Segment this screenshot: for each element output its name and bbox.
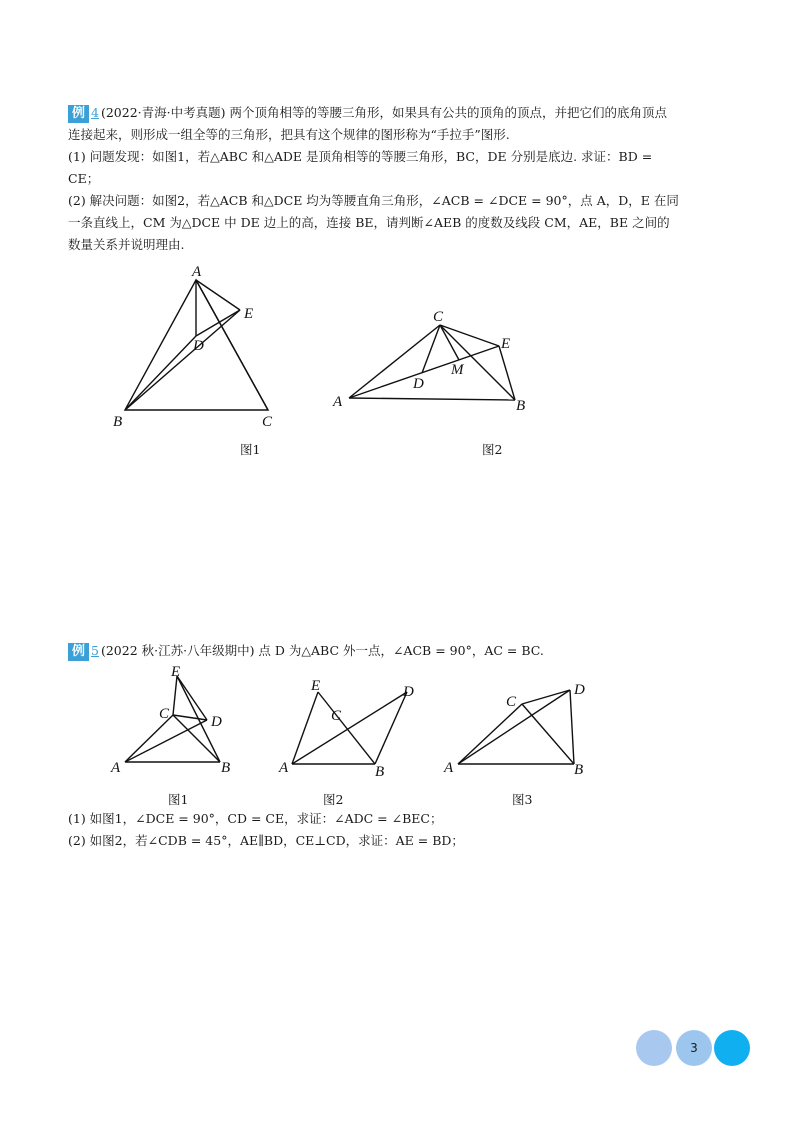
segment-ab — [349, 398, 515, 400]
ex5-line-1 — [68, 640, 730, 662]
label-e: E — [171, 664, 181, 680]
example-5-text — [68, 640, 730, 662]
ex5-question-2: (2) 如图2，若∠CDB = 45°，AE∥BD，CE⊥CD，求证：AE = BD； — [68, 833, 464, 848]
label-d: D — [574, 682, 585, 698]
segment-eb — [318, 692, 375, 764]
segment-ade — [349, 346, 499, 398]
label-c: C — [331, 708, 342, 724]
page-circle-right — [714, 1030, 750, 1066]
label-e: E — [244, 306, 254, 322]
segment-ad — [125, 720, 207, 762]
label-e: E — [501, 336, 511, 352]
ex5-question-1: (1) 如图1，∠DCE = 90°，CD = CE，求证：∠ADC = ∠BEC； — [68, 811, 443, 826]
ex5-text-1: (2022 秋·江苏·八年级期中) 点 D 为△ABC 外一点，∠ACB = 90°，AC = BC. — [100, 643, 544, 658]
ex5-fig1-caption: 图1 — [168, 792, 189, 807]
label-a: A — [192, 264, 202, 280]
label-d: D — [193, 338, 204, 354]
ex5-fig2-caption: 图2 — [323, 792, 344, 807]
label-b: B — [574, 762, 584, 778]
example-number: 4 — [91, 105, 99, 120]
label-b: B — [516, 398, 526, 414]
ex4-figure-1 — [100, 260, 300, 435]
segment-ae — [196, 280, 240, 310]
segment-ac — [196, 280, 268, 410]
segment-de — [196, 310, 240, 336]
ex4-line-4: CE； — [68, 171, 100, 186]
example-number: 5 — [91, 643, 99, 658]
segment-ac — [125, 715, 173, 762]
segment-db — [570, 690, 574, 764]
label-b: B — [113, 414, 123, 430]
ex4-text-1: (2022·青海·中考真题) 两个顶角相等的等腰三角形，如果具有公共的顶角的顶点，并把它们的底角顶点 — [100, 105, 667, 120]
ex5-fig3-caption: 图3 — [512, 792, 533, 807]
segment-ce — [440, 325, 499, 346]
ex4-line-7: 数量关系并说明理由. — [68, 237, 185, 252]
label-a: A — [333, 394, 343, 410]
example-tag: 例 — [68, 643, 89, 661]
ex5-figure-2 — [275, 672, 425, 782]
ex4-fig2-caption: 图2 — [482, 442, 503, 457]
ex4-line-6: 一条直线上，CM 为△DCE 中 DE 边上的高，连接 BE，请判断∠AEB 的度数及线段 CM，AE，BE 之间的 — [68, 215, 670, 230]
label-e: E — [311, 678, 321, 694]
segment-ae — [292, 692, 318, 764]
ex5-figure-3 — [440, 676, 600, 782]
segment-cd — [522, 690, 570, 704]
label-d: D — [403, 684, 414, 700]
label-d: D — [211, 714, 222, 730]
ex4-fig1-caption: 图1 — [240, 442, 261, 457]
segment-ad — [292, 692, 407, 764]
segment-cb — [522, 704, 574, 764]
ex4-line-1 — [68, 102, 730, 124]
segment-be — [125, 310, 240, 410]
ex5-questions — [68, 808, 730, 852]
segment-ce — [173, 676, 177, 715]
segment-ed — [177, 676, 207, 720]
label-c: C — [159, 706, 170, 722]
ex4-line-3: (1) 问题发现：如图1，若△ABC 和△ADE 是顶角相等的等腰三角形，BC，DE 分别是底边. 求证：BD = — [68, 149, 653, 164]
ex4-line-2: 连接起来，则形成一组全等的三角形，把具有这个规律的图形称为“手拉手”图形. — [68, 127, 510, 142]
label-b: B — [375, 764, 385, 780]
segment-ac — [458, 704, 522, 764]
segment-bd — [125, 336, 196, 410]
example-tag: 例 — [68, 105, 89, 123]
label-a: A — [444, 760, 454, 776]
label-b: B — [221, 760, 231, 776]
label-a: A — [279, 760, 289, 776]
label-c: C — [506, 694, 517, 710]
ex5-figure-1 — [105, 660, 240, 780]
label-a: A — [111, 760, 121, 776]
ex4-figure-2 — [325, 300, 545, 420]
label-c: C — [262, 414, 273, 430]
page-circle-left — [636, 1030, 672, 1066]
label-m: M — [451, 362, 464, 378]
example-4-text — [68, 102, 730, 256]
label-c: C — [433, 309, 444, 325]
ex4-line-5: (2) 解决问题：如图2，若△ACB 和△DCE 均为等腰直角三角形，∠ACB = ∠DCE = 90°，点 A，D，E 在同 — [68, 193, 679, 208]
page-number: 3 — [676, 1030, 712, 1066]
label-d: D — [413, 376, 424, 392]
